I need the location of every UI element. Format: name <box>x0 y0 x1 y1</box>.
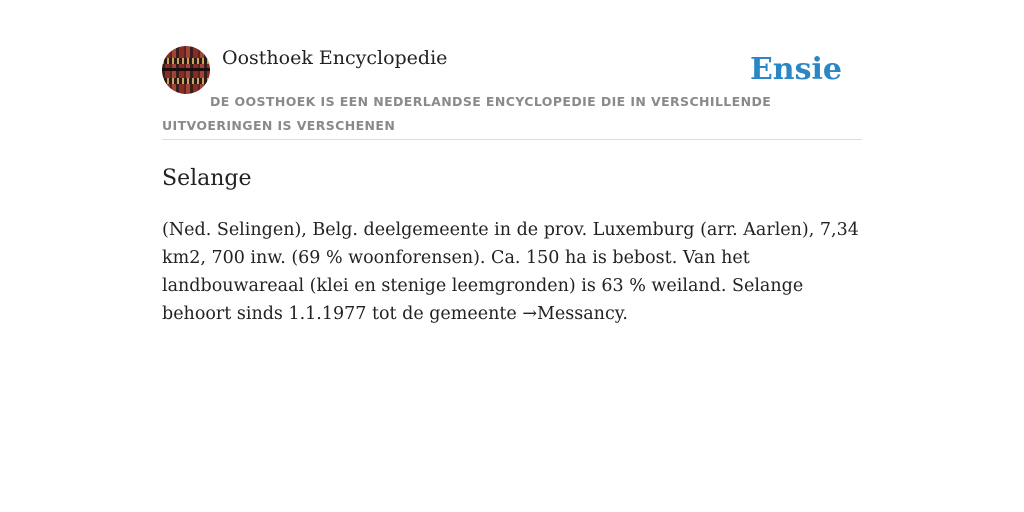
bookshelf-divider <box>162 68 210 71</box>
site-title[interactable]: Oosthoek Encyclopedie <box>222 47 448 69</box>
page <box>162 0 862 328</box>
site-tagline: DE OOSTHOEK IS EEN NEDERLANDSE ENCYCLOPEDIE DIE IN VERSCHILLENDE UITVOERINGEN IS VERSCHENEN <box>162 94 772 133</box>
cross-reference-arrow-icon: → <box>522 304 537 324</box>
book-spine-band <box>162 78 210 84</box>
entry-title: Selange <box>162 166 252 191</box>
entry-content <box>162 164 862 328</box>
book-spine-band <box>162 58 210 64</box>
entry-body <box>162 216 866 328</box>
encyclopedia-avatar[interactable] <box>162 46 210 94</box>
site-header <box>162 46 862 140</box>
entry-body-end: . <box>622 304 628 324</box>
messancy-link[interactable]: Messancy <box>537 304 623 324</box>
entry-body-text: (Ned. Selingen), Belg. deelgemeente in de prov. Luxemburg (arr. Aarlen), 7,34 km2, 700 inw. (69 % woonforensen). Ca. 150 ha is bebost. Van het landbouwareaal (klei en stenige leemgronden) is 63 % weiland. Selange behoort sinds 1.1.1977 tot de gemeente <box>162 220 859 324</box>
ensie-logo-link[interactable]: Ensie <box>749 52 842 87</box>
